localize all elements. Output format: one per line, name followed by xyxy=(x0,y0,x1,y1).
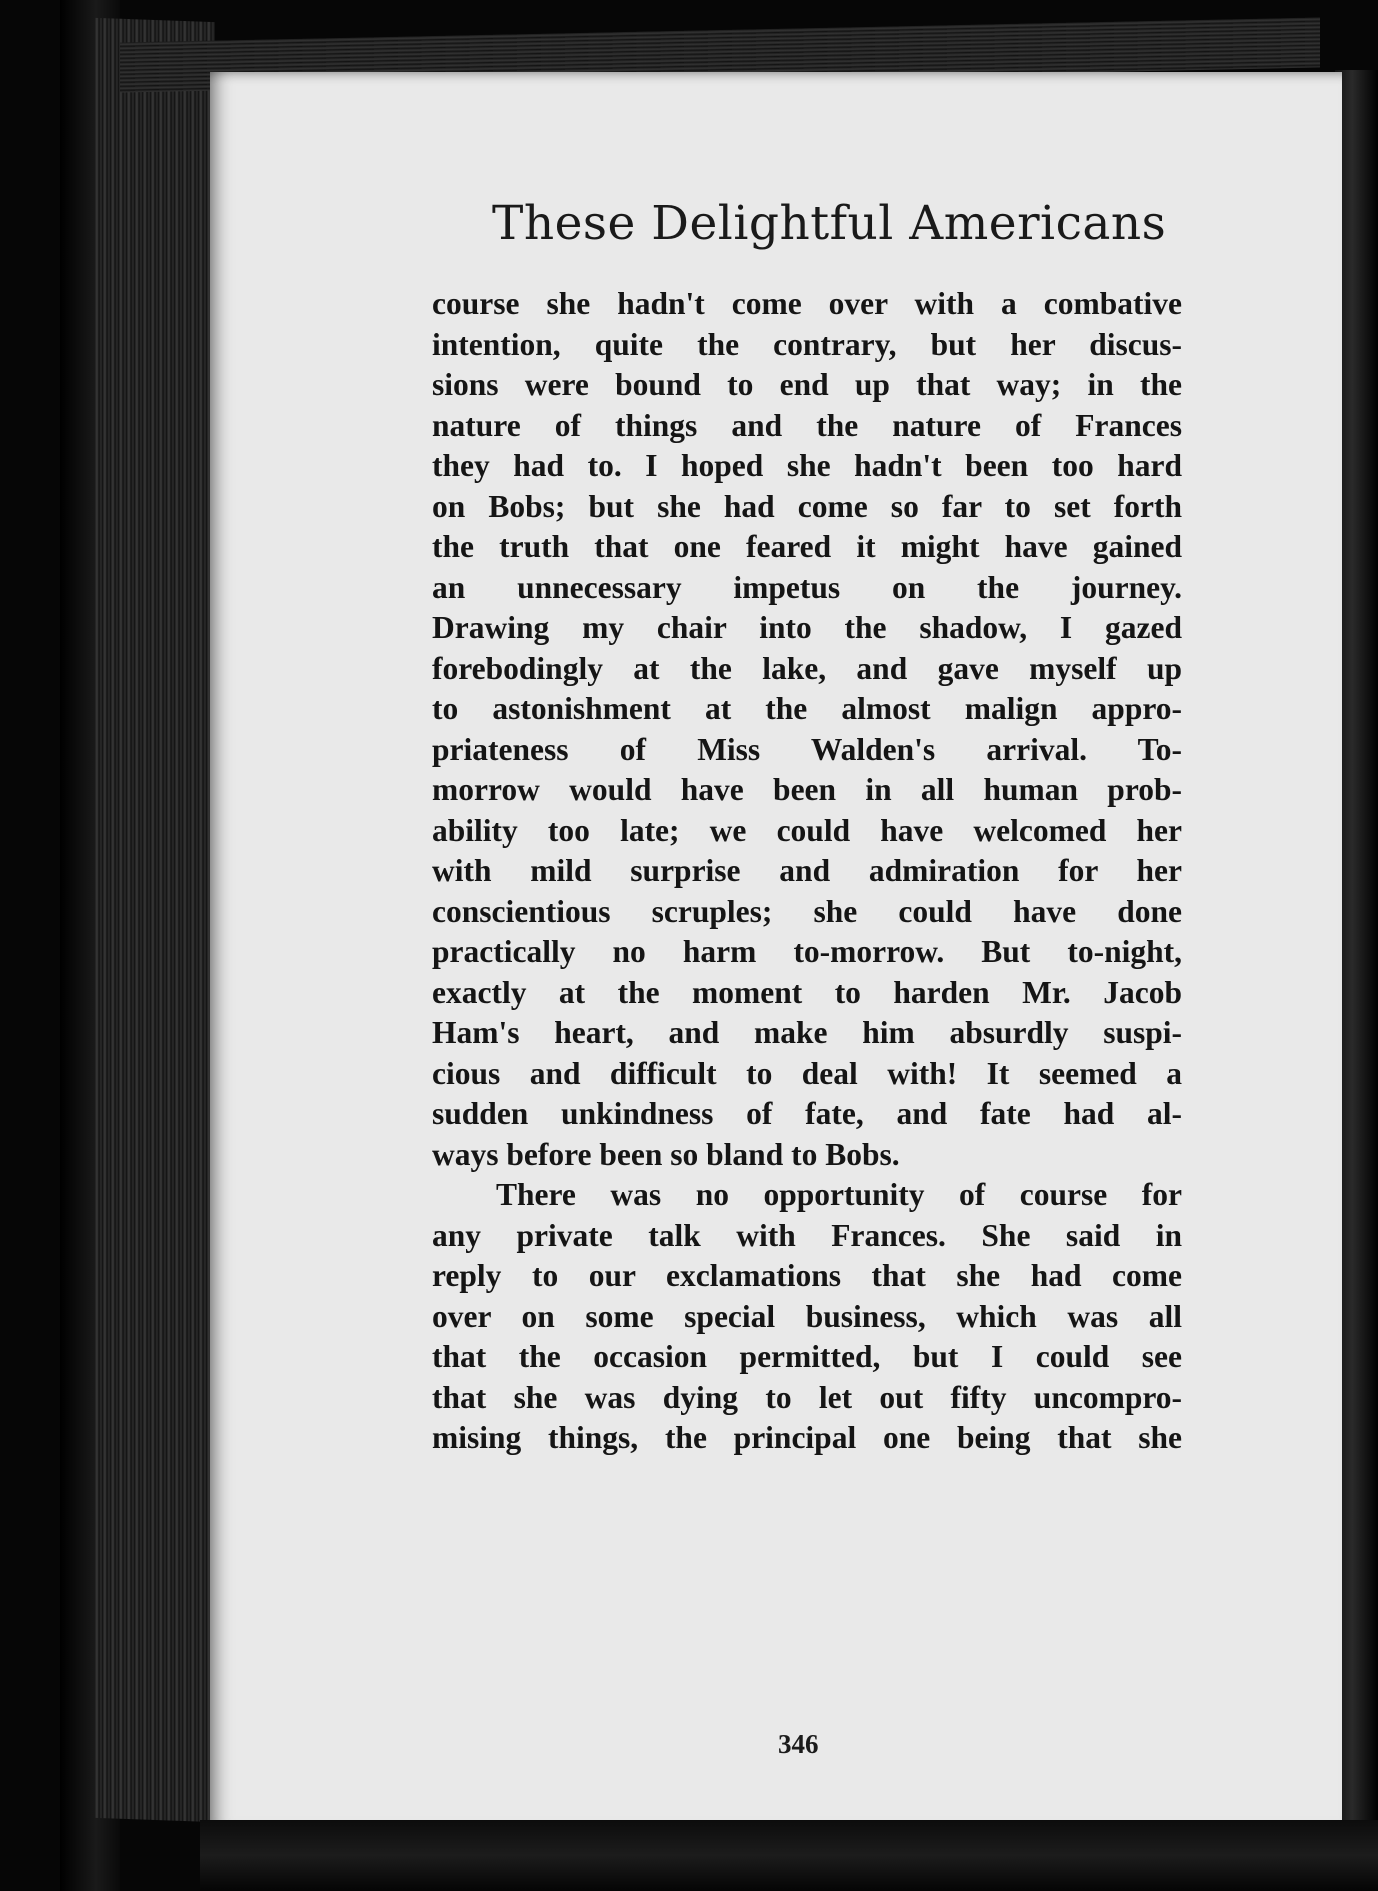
text-line: nature of things and the nature of Frances xyxy=(432,407,1182,443)
text-line: conscientious scruples; she could have done xyxy=(432,893,1182,929)
text-line: practically no harm to-morrow. But to-night, xyxy=(432,934,1182,969)
text-line: that she was dying to let out fifty uncompro- xyxy=(432,1379,1182,1415)
text-line: course she hadn't come over with a combative xyxy=(432,286,1182,321)
text-line: priateness of Miss Walden's arrival. To- xyxy=(432,731,1182,767)
text-line: to astonishment at the almost malign appro- xyxy=(432,691,1182,726)
text-line: that the occasion permitted, but I could see xyxy=(432,1339,1182,1374)
text-line: morrow would have been in all human prob- xyxy=(432,772,1182,807)
paragraph-start-line: There was no opportunity of course for xyxy=(496,1177,1182,1212)
text-line: forebodingly at the lake, and gave myself up xyxy=(432,650,1182,686)
running-head: These Delightful Americans xyxy=(492,196,1167,251)
page-number: 346 xyxy=(778,1729,819,1759)
book-page-stack-edge xyxy=(95,18,215,1822)
text-line: mising things, the principal one being that she xyxy=(432,1420,1182,1455)
text-line: an unnecessary impetus on the journey. xyxy=(432,569,1182,605)
text-line: over on some special business, which was all xyxy=(432,1298,1182,1334)
text-line: Ham's heart, and make him absurdly suspi- xyxy=(432,1015,1182,1050)
text-line: reply to our exclamations that she had come xyxy=(432,1258,1182,1293)
body-text xyxy=(432,284,1182,1459)
text-line: any private talk with Frances. She said in xyxy=(432,1217,1182,1253)
text-line: Drawing my chair into the shadow, I gazed xyxy=(432,610,1182,645)
text-line: the truth that one feared it might have gained xyxy=(432,529,1182,564)
text-line: exactly at the moment to harden Mr. Jacob xyxy=(432,974,1182,1010)
text-line: they had to. I hoped she hadn't been too hard xyxy=(432,448,1182,483)
text-line: ability too late; we could have welcomed her xyxy=(432,812,1182,848)
text-line: on Bobs; but she had come so far to set forth xyxy=(432,488,1182,524)
text-line: intention, quite the contrary, but her discus- xyxy=(432,326,1182,362)
text-line: cious and difficult to deal with! It seemed a xyxy=(432,1055,1182,1091)
text-line: sions were bound to end up that way; in the xyxy=(432,367,1182,402)
paragraph-end-line: ways before been so bland to Bobs. xyxy=(432,1136,900,1172)
text-line: sudden unkindness of fate, and fate had al- xyxy=(432,1096,1182,1131)
text-line: with mild surprise and admiration for her xyxy=(432,853,1182,888)
book-bottom-edge xyxy=(200,1820,1378,1891)
